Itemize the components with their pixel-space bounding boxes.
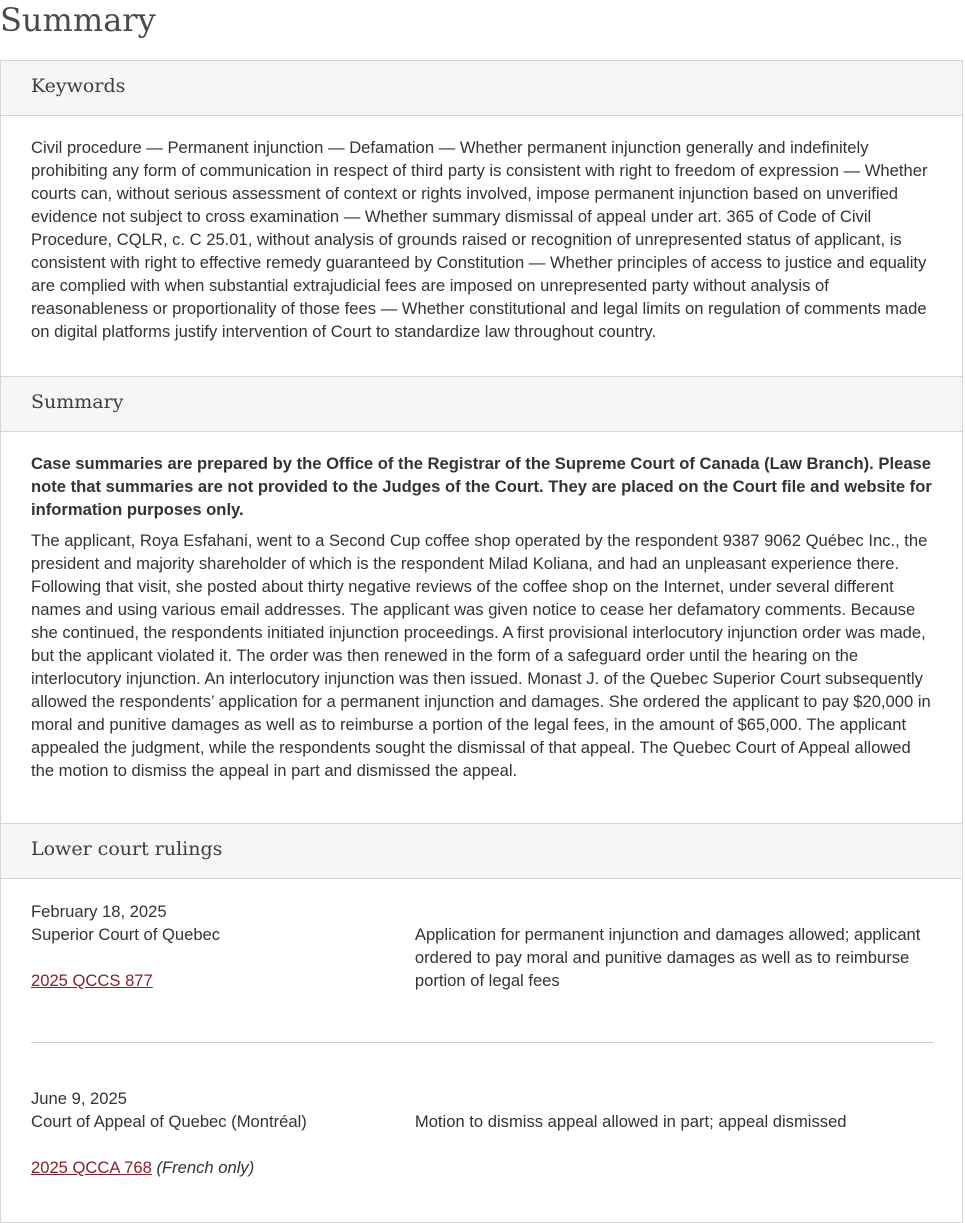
ruling-result: Application for permanent injunction and damages allowed; applicant ordered to pay moral and punitive damages as well as to reimburse portion of legal fees [414, 925, 921, 990]
ruling-court: Superior Court of Quebec [31, 925, 221, 944]
ruling-result: Motion to dismiss appeal allowed in part; appeal dismissed [414, 1112, 847, 1131]
keywords-text: Civil procedure — Permanent injunction — Defamation — Whether permanent injunction generally and indefinitely prohibiting any form of communication in respect of third party is consistent with right to freedom of expression — Whether courts can, without serious assessment of context or rights involved, impose permanent injunction based on unverified evidence not subject to cross examination — Whether summary dismissal of appeal under art. 365 of Code of Civil Procedure, CQLR, c. C 25.01, without analysis of grounds raised or recognition of unrepresented status of applicant, is consistent with right to effective remedy guaranteed by Constitution — Whether principles of access to justice and equality are complied with when substantial extrajudicial fees are imposed on unrepresented party without analysis of reasonableness or proportionality of those fees — Whether constitutional and legal limits on regulation of comments made on digital platforms justify intervention of Court to standardize law throughout country. [31, 138, 928, 341]
keywords-panel [0, 60, 963, 378]
ruling-citation-link[interactable]: 2025 QCCA 768 [31, 1158, 152, 1177]
summary-heading: Summary [1, 377, 962, 432]
ruling-item [31, 1087, 932, 1179]
ruling-date: February 18, 2025 [31, 902, 167, 921]
rulings-heading: Lower court rulings [1, 824, 962, 879]
ruling-citation-link[interactable]: 2025 QCCS 877 [31, 971, 153, 990]
summary-notice: Case summaries are prepared by the Office of the Registrar of the Supreme Court of Canada (Law Branch). Please note that summaries are not provided to the Judges of the Court. They are placed on the Court file and website for information purposes only. [31, 454, 932, 519]
ruling-divider [31, 1042, 934, 1043]
ruling-date: June 9, 2025 [31, 1089, 127, 1108]
ruling-language-note: (French only) [156, 1158, 255, 1177]
keywords-heading: Keywords [1, 61, 962, 116]
summary-text: The applicant, Roya Esfahani, went to a Second Cup coffee shop operated by the respondent 9387 9062 Québec Inc., the president and majority shareholder of which is the respondent Milad Koliana, and had an unpleasant experience there. Following that visit, she posted about thirty negative reviews of the coffee shop on the Internet, under several different names and using various email addresses. The applicant was given notice to cease her defamatory comments. Because she continued, the respondents initiated injunction proceedings. A first provisional interlocutory injunction order was made, but the applicant violated it. The order was then renewed in the form of a safeguard order until the hearing on the interlocutory injunction. An interlocutory injunction was then issued. Monast J. of the Quebec Superior Court subsequently allowed the respondents’ application for a permanent injunction and damages. She ordered the applicant to pay $20,000 in moral and punitive damages as well as to reimburse a portion of the legal fees, in the amount of $65,000. The applicant appealed the judgment, while the respondents sought the dismissal of that appeal. The Quebec Court of Appeal allowed the motion to dismiss the appeal in part and dismissed the appeal. [31, 531, 931, 780]
ruling-court: Court of Appeal of Quebec (Montréal) [31, 1112, 307, 1131]
page-title: Summary [0, 1, 156, 39]
ruling-item [31, 900, 932, 992]
lower-court-rulings-panel [0, 823, 963, 1223]
summary-panel [0, 376, 963, 825]
